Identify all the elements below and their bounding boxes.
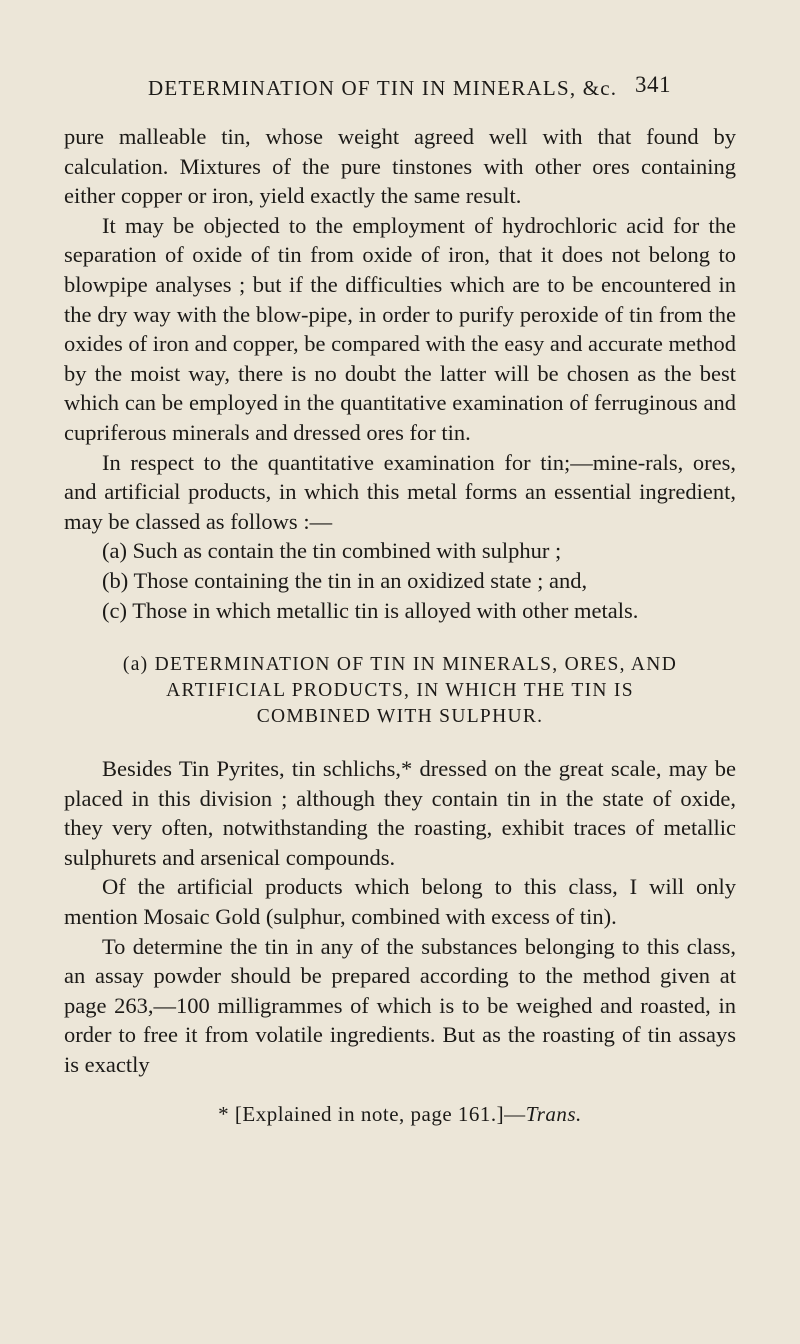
footnote-text: * [Explained in note, page 161.]—	[218, 1101, 526, 1126]
footnote-trans: Trans.	[525, 1101, 582, 1126]
running-title: DETERMINATION OF TIN IN MINERALS, &c.	[148, 76, 618, 100]
paragraph: To determine the tin in any of the substances belonging to this class, an assay powder should be prepared according to the method given at page 263,—100 milligrammes of which is to be weighed and roasted, in order to free it from volatile ingredients. But as the roasting of tin assays is exactly	[64, 933, 736, 1078]
footnote	[64, 1100, 736, 1130]
section-heading	[64, 652, 736, 730]
paragraph: In respect to the quantitative examination for tin;—mine-rals, ores, and artificial products, in which this metal forms an essential ingredient, may be classed as follows :—	[64, 449, 736, 534]
section-heading-line: COMBINED WITH SULPHUR.	[256, 706, 544, 728]
list-item: (b) Those containing the tin in an oxidized state ; and,	[102, 567, 588, 593]
section-heading-line: ARTIFICIAL PRODUCTS, IN WHICH THE TIN IS	[166, 680, 634, 702]
list-item: (c) Those in which metallic tin is alloyed with other metals.	[102, 597, 639, 623]
section-heading-line: (a) DETERMINATION OF TIN IN MINERALS, ORES, AND	[122, 654, 678, 676]
paragraph: It may be objected to the employment of hydrochloric acid for the separation of oxide of tin from oxide of iron, that it does not belong to blowpipe analyses ; but if the difficulties which are to be encountered in the dry way with the blow-pipe, in order to purify peroxide of tin from the oxides of iron and copper, be compared with the easy and accurate method by the moist way, there is no doubt the latter will be chosen as the best which can be employed in the quantitative examination of ferruginous and cupriferous minerals and dressed ores for tin.	[64, 212, 736, 445]
page-body	[64, 122, 736, 1129]
page-header	[148, 72, 708, 101]
page-number: 341	[635, 72, 671, 97]
paragraph: Besides Tin Pyrites, tin schlichs,* dressed on the great scale, may be placed in this division ; although they contain tin in the state of oxide, they very often, notwithstanding the roasting, exhibit traces of metallic sulphurets and arsenical compounds.	[64, 756, 736, 870]
list-item: (a) Such as contain the tin combined with sulphur ;	[102, 538, 562, 564]
paragraph: Of the artificial products which belong to this class, I will only mention Mosaic Gold (sulphur, combined with excess of tin).	[64, 874, 736, 930]
paragraph: pure malleable tin, whose weight agreed well with that found by calculation. Mixtures of the pure tinstones with other ores containing either copper or iron, yield exactly the same result.	[64, 124, 736, 209]
